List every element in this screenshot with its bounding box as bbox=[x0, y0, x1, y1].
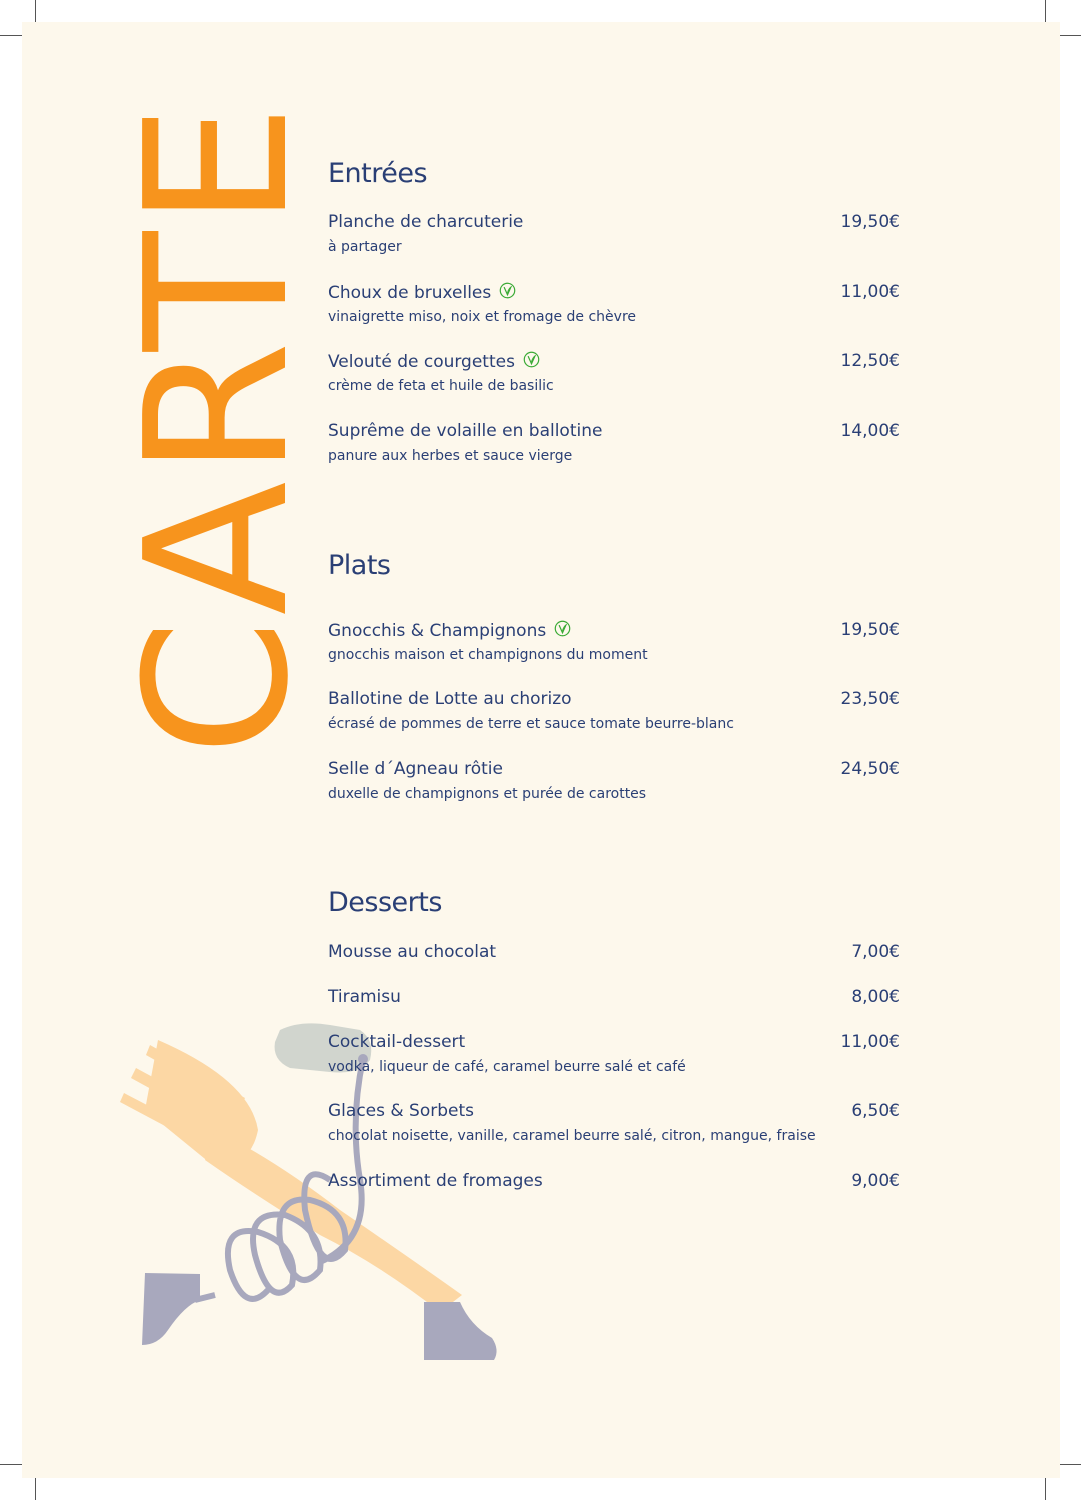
vegetarian-leaf-icon bbox=[523, 351, 540, 368]
item-name: Selle d´Agneau rôtie bbox=[328, 759, 503, 779]
item-name: Velouté de courgettes bbox=[328, 352, 515, 372]
item-description: vodka, liqueur de café, caramel beurre salé et café bbox=[328, 1059, 686, 1075]
item-name: Suprême de volaille en ballotine bbox=[328, 421, 603, 441]
item-price: 7,00€ bbox=[851, 942, 900, 962]
item-price: 9,00€ bbox=[851, 1171, 900, 1191]
item-description: duxelle de champignons et purée de carottes bbox=[328, 786, 647, 802]
vegetarian-leaf-icon bbox=[499, 282, 516, 299]
item-price: 14,00€ bbox=[840, 421, 900, 441]
carte-title-text: CARTE bbox=[104, 99, 332, 757]
vegetarian-leaf-icon bbox=[554, 620, 571, 637]
section-title-entrees: Entrées bbox=[328, 158, 428, 189]
item-price: 12,50€ bbox=[840, 351, 900, 371]
item-name: Ballotine de Lotte au chorizo bbox=[328, 689, 572, 709]
item-description: panure aux herbes et sauce vierge bbox=[328, 448, 573, 464]
item-description: vinaigrette miso, noix et fromage de chèvre bbox=[328, 309, 636, 325]
item-name: Glaces & Sorbets bbox=[328, 1101, 474, 1121]
item-name-row bbox=[328, 351, 540, 372]
item-name: Gnocchis & Champignons bbox=[328, 621, 547, 641]
item-price: 6,50€ bbox=[851, 1101, 900, 1121]
item-price: 11,00€ bbox=[840, 282, 900, 302]
item-price: 19,50€ bbox=[840, 212, 900, 232]
item-price: 19,50€ bbox=[840, 620, 900, 640]
item-description: écrasé de pommes de terre et sauce tomate beurre-blanc bbox=[328, 716, 734, 732]
item-name: Cocktail-dessert bbox=[328, 1032, 466, 1052]
item-name-row bbox=[328, 620, 571, 641]
item-name: Assortiment de fromages bbox=[328, 1171, 543, 1191]
item-name-row bbox=[328, 282, 516, 303]
item-description: chocolat noisette, vanille, caramel beurre salé, citron, mangue, fraise bbox=[328, 1128, 816, 1144]
item-description: à partager bbox=[328, 239, 402, 255]
item-description: crème de feta et huile de basilic bbox=[328, 378, 554, 394]
section-title-plats: Plats bbox=[328, 550, 391, 581]
item-name: Choux de bruxelles bbox=[328, 283, 492, 303]
item-price: 11,00€ bbox=[840, 1032, 900, 1052]
item-name: Mousse au chocolat bbox=[328, 942, 497, 962]
item-price: 24,50€ bbox=[840, 759, 900, 779]
item-price: 8,00€ bbox=[851, 987, 900, 1007]
item-name: Tiramisu bbox=[328, 987, 401, 1007]
section-title-desserts: Desserts bbox=[328, 887, 442, 918]
item-name: Planche de charcuterie bbox=[328, 212, 524, 232]
item-price: 23,50€ bbox=[840, 689, 900, 709]
item-description: gnocchis maison et champignons du moment bbox=[328, 647, 648, 663]
